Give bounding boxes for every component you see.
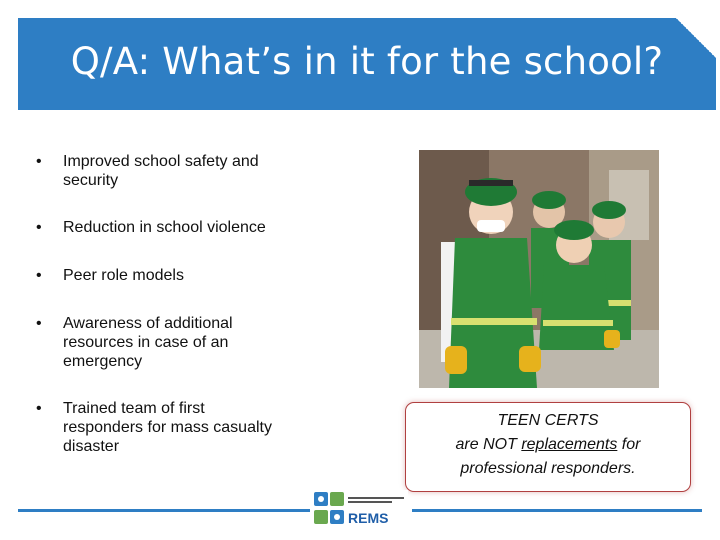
rems-logo-icon xyxy=(312,490,348,528)
bullet-item-violence xyxy=(36,218,336,237)
callout-text: are NOT xyxy=(455,436,522,453)
bullet-item-role-models xyxy=(36,266,336,285)
teen-cert-photo-illustration xyxy=(419,150,659,388)
bullet-dot-icon: • xyxy=(36,153,42,170)
bullet-list xyxy=(36,152,336,456)
callout-underlined-text: replacements xyxy=(521,436,618,453)
slide-title: Q/A: What’s in it for the school? xyxy=(70,40,664,83)
footer-divider-right xyxy=(412,509,702,512)
rems-logo xyxy=(312,490,408,528)
rems-logo-text: REMS xyxy=(348,510,389,526)
bullet-dot-icon: • xyxy=(36,315,42,332)
bullet-item-trained-team xyxy=(36,399,336,456)
callout-text: for xyxy=(617,436,641,453)
bullet-text: Awareness of additional xyxy=(63,315,233,332)
bullet-text: resources in case of an xyxy=(63,334,229,351)
rems-logo-fineprint xyxy=(348,496,404,506)
title-bar xyxy=(18,18,716,110)
bullet-item-awareness xyxy=(36,314,336,371)
bullet-dot-icon: • xyxy=(36,400,42,417)
bullet-dot-icon: • xyxy=(36,267,42,284)
teen-certs-callout xyxy=(405,402,691,492)
bullet-text: Reduction in school violence xyxy=(63,219,266,236)
callout-line-3: professional responders. xyxy=(460,460,636,477)
bullet-text: emergency xyxy=(63,353,143,370)
bullet-dot-icon: • xyxy=(36,219,42,236)
bullet-text: security xyxy=(63,172,119,189)
teen-cert-photo xyxy=(419,150,659,388)
callout-line-2 xyxy=(406,433,690,457)
bullet-text: Trained team of first xyxy=(63,400,205,417)
bullet-text: Peer role models xyxy=(63,267,184,284)
bullet-text: Improved school safety and xyxy=(63,153,259,170)
footer-divider-left xyxy=(18,509,310,512)
bullet-text: responders for mass casualty xyxy=(63,419,272,436)
bullet-item-safety xyxy=(36,152,336,190)
callout-line-1: TEEN CERTS xyxy=(497,412,599,429)
bullet-text: disaster xyxy=(63,438,120,455)
